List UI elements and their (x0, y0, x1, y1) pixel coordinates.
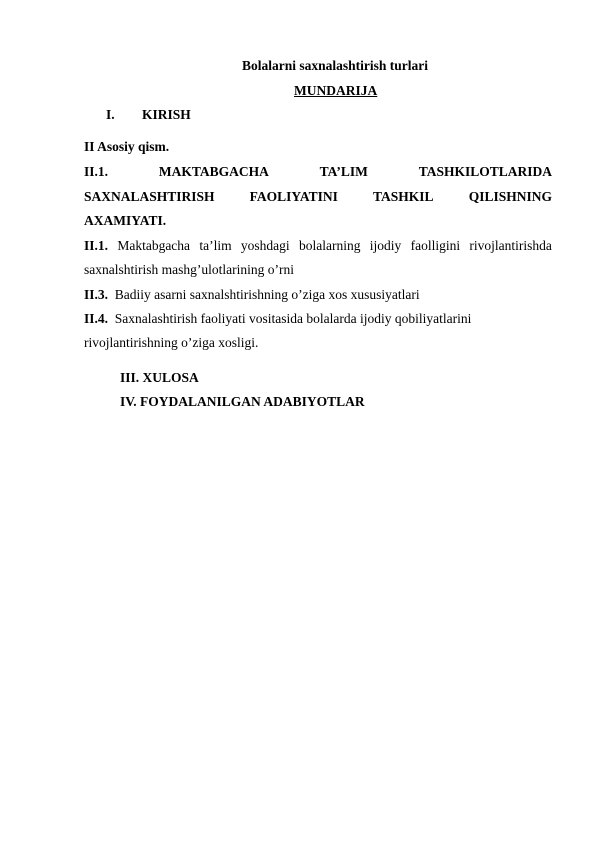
chapter-heading-line-1 (84, 164, 552, 180)
section-4-heading: IV. FOYDALANILGAN ADABIYOTLAR (120, 394, 365, 409)
toc-entry-text: Saxnalashtirish faoliyati vositasida bolalarda ijodiy qobiliyatlarini (114, 311, 472, 326)
chapter-heading-word: TA’LIM (319, 164, 368, 179)
chapter-heading-word: II.1. (84, 164, 109, 179)
chapter-heading-word: TASHKIL (373, 189, 434, 204)
section-1-label: KIRISH (142, 107, 191, 122)
toc-entry-word: rivojlantirishda (469, 238, 552, 253)
contents-heading: MUNDARIJA (294, 83, 378, 98)
toc-entry-ii1-line-2: saxnalshtirish mashg’ulotlarining o’rni (84, 262, 294, 277)
section-1-number: I. (106, 107, 115, 122)
document-title: Bolalarni saxnalashtirish turlari (242, 58, 429, 73)
toc-entry-ii4-line-2: rivojlantirishning o’ziga xosligi. (84, 335, 259, 350)
section-2-heading: II Asosiy qism. (84, 139, 170, 154)
toc-entry-word: ta’lim (199, 238, 232, 253)
chapter-heading-word: SAXNALASHTIRISH (84, 189, 215, 204)
toc-entry-number: II.1. (84, 238, 109, 253)
section-3-heading: III. XULOSA (120, 370, 199, 385)
chapter-heading-word: MAKTABGACHA (158, 164, 269, 179)
toc-entry-word: ijodiy (369, 238, 402, 253)
toc-entry-word: yoshdagi (240, 238, 290, 253)
toc-entry-word: Maktabgacha (117, 238, 191, 253)
toc-entry-text: Badiiy asarni saxnalshtirishning o’ziga xos xususiyatlari (114, 287, 420, 302)
toc-entry-number: II.4. (84, 311, 109, 326)
toc-entry-word: faolligini (410, 238, 461, 253)
chapter-heading-word: TASHKILOTLARIDA (418, 164, 552, 179)
chapter-heading-line-3: AXAMIYATI. (84, 213, 167, 228)
toc-entry-number: II.3. (84, 287, 109, 302)
toc-entry-ii3 (84, 287, 420, 303)
chapter-heading-line-2 (84, 189, 552, 205)
chapter-heading-word: QILISHNING (468, 189, 552, 204)
chapter-heading-word: FAOLIYATINI (249, 189, 338, 204)
toc-entry-word: bolalarning (298, 238, 361, 253)
toc-entry-ii4 (84, 311, 471, 327)
toc-entry-ii1-line-1 (84, 238, 552, 254)
